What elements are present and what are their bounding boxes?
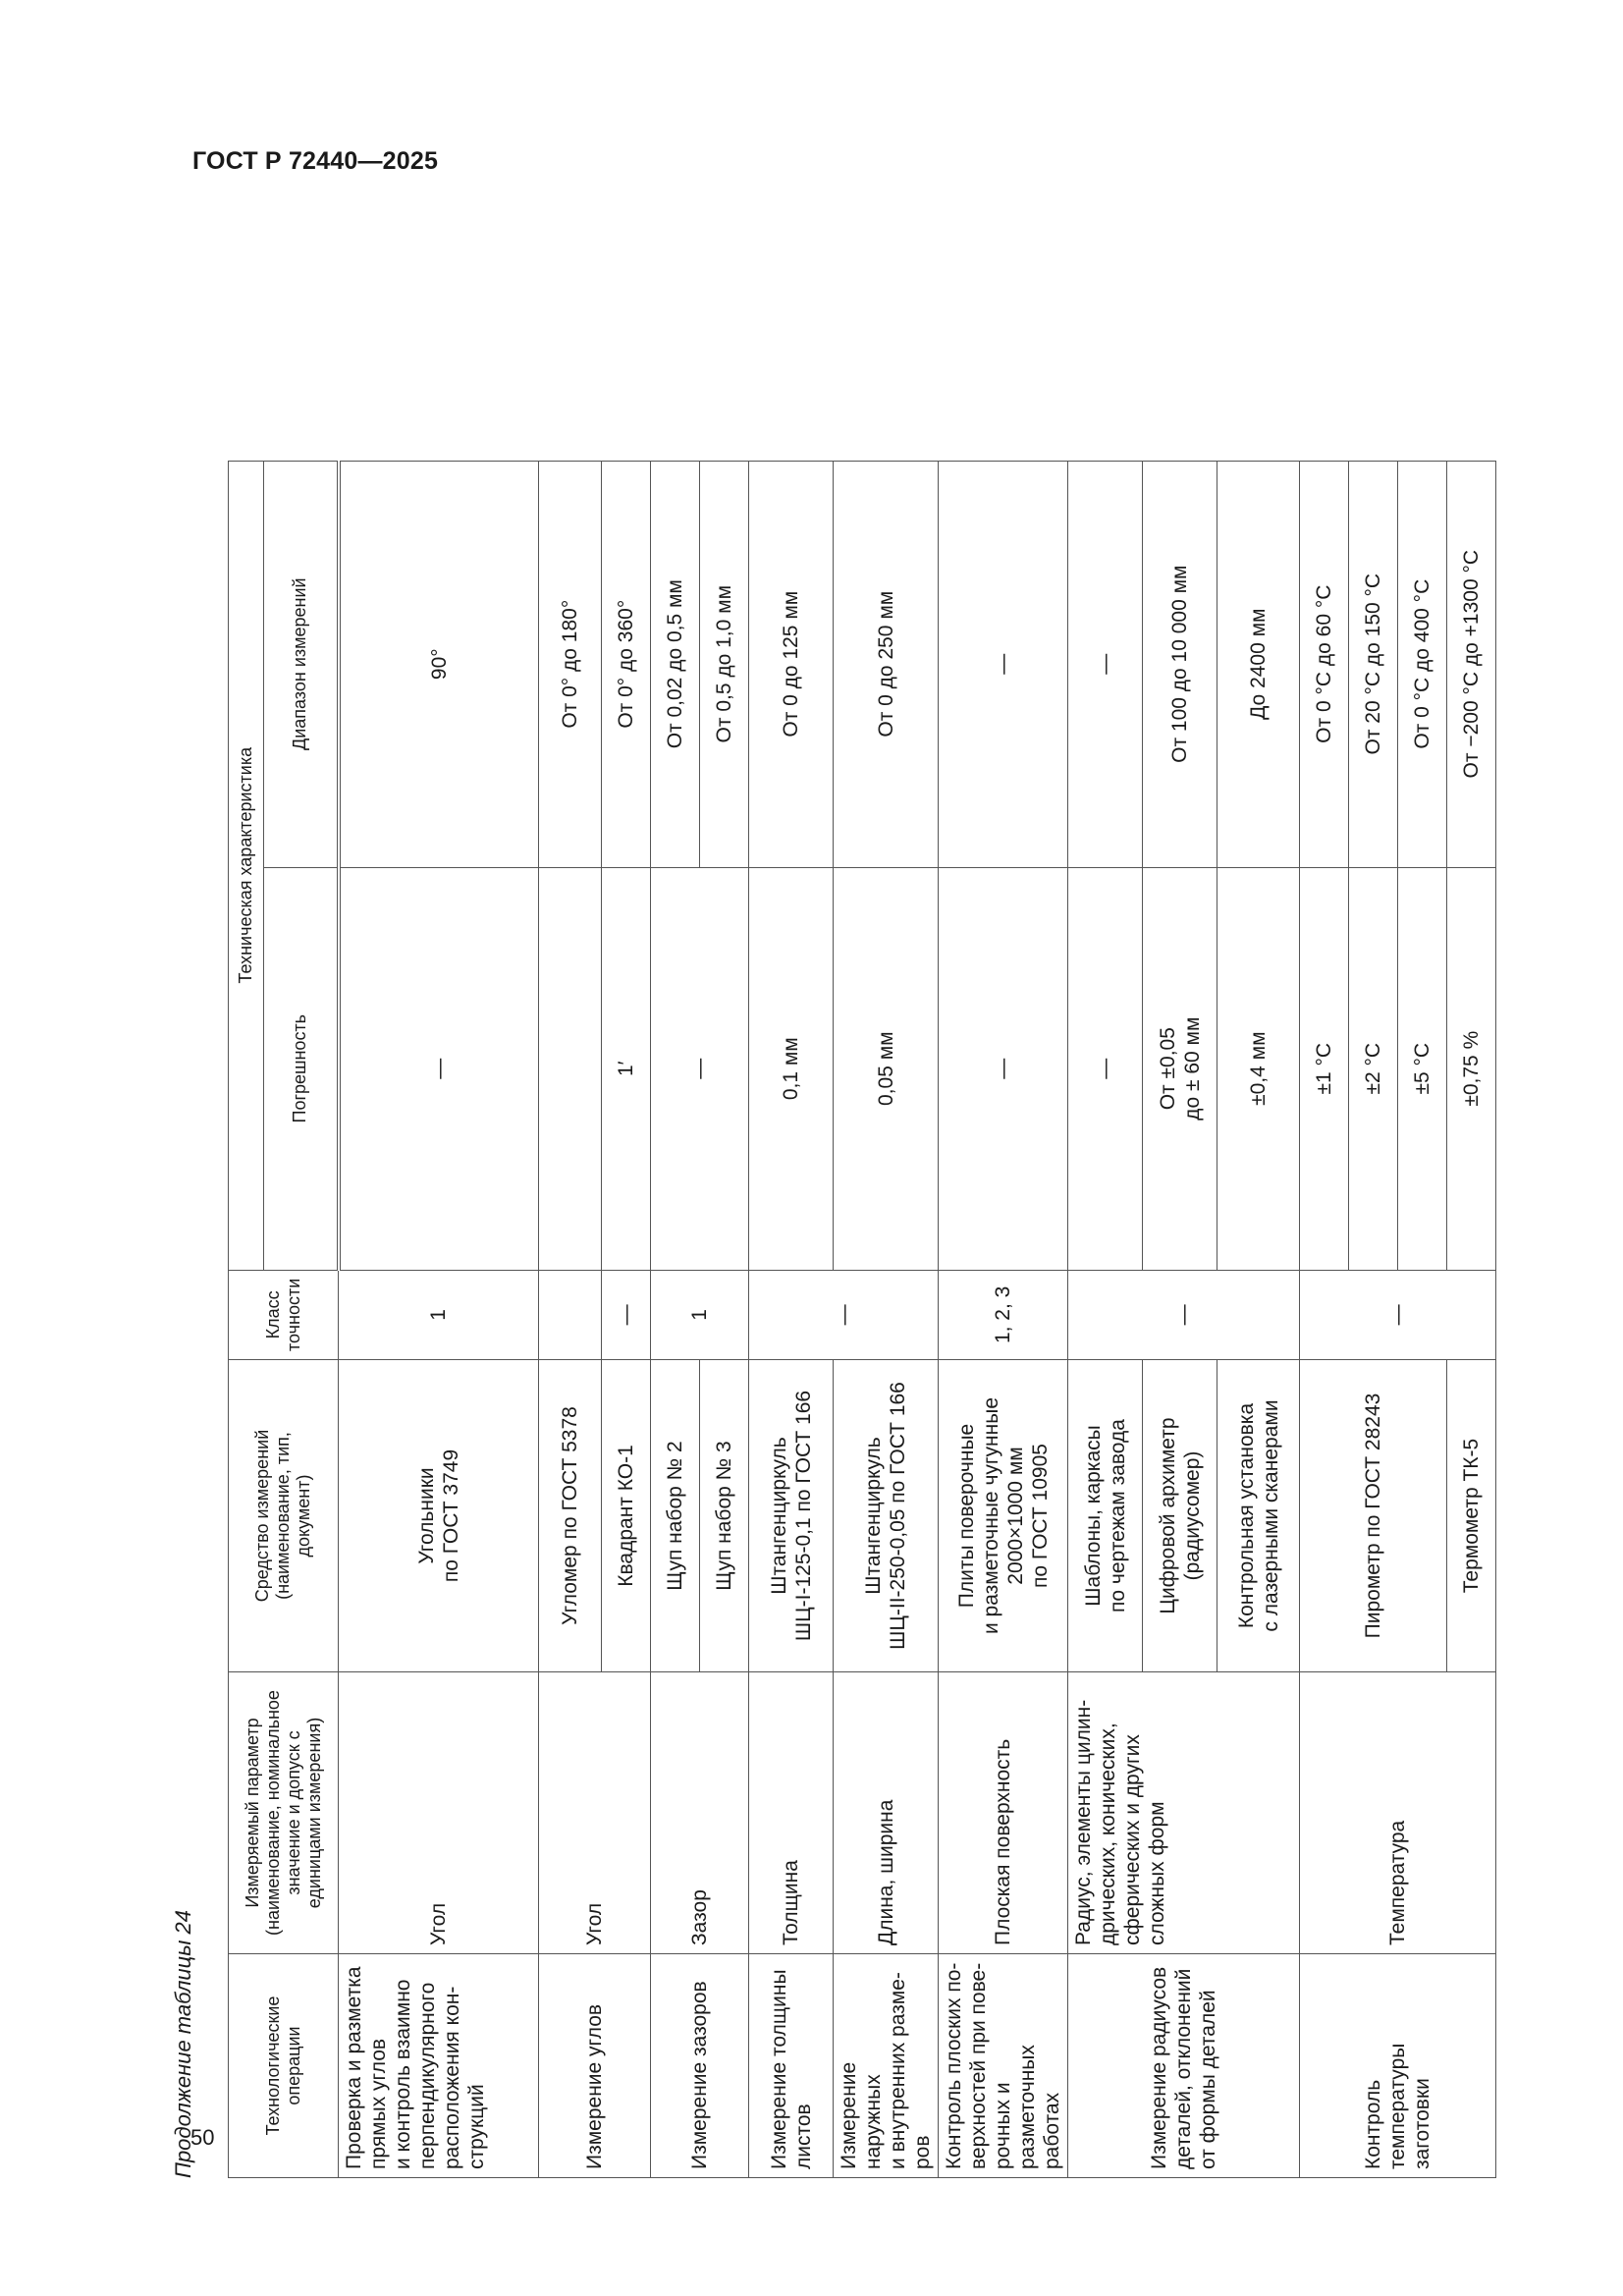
cell-error: ±0,4 мм (1217, 867, 1300, 1270)
table-wrapper (228, 461, 1496, 2178)
cell-error: ±5 °С (1398, 867, 1447, 1270)
cell-range: От 0,02 до 0,5 мм (651, 461, 700, 867)
cell-instrument: Квадрант КО-1 (602, 1360, 651, 1672)
table-row (939, 461, 1068, 2177)
cell-operation: Измерение наружных и внутренних разме- ров (834, 1954, 939, 2178)
cell-range: 90° (339, 461, 539, 867)
measurement-table (228, 461, 1496, 2178)
cell-operation: Измерение углов (539, 1954, 651, 2178)
cell-instrument: Угломер по ГОСТ 5378 (539, 1360, 602, 1672)
cell-class: 1 (339, 1270, 539, 1359)
cell-error: 0,1 мм (749, 867, 834, 1270)
cell-range: От 0 до 125 мм (749, 461, 834, 867)
cell-range: От 0° до 360° (602, 461, 651, 867)
table-row (749, 461, 834, 2177)
cell-range: От 20 °С до 150 °С (1349, 461, 1398, 867)
header-instrument: Средство измерений (наименование, тип, документ) (229, 1360, 339, 1672)
cell-range: От 0,5 до 1,0 мм (700, 461, 749, 867)
cell-operation: Контроль плоских по- верхностей при пове- рочных и разметочных работах (939, 1954, 1068, 2178)
cell-class (539, 1270, 602, 1359)
cell-class: — (1068, 1270, 1300, 1359)
cell-instrument: Угольники по ГОСТ 3749 (339, 1360, 539, 1672)
cell-parameter: Длина, ширина (834, 1672, 939, 1954)
landscape-content (171, 214, 1483, 2178)
cell-class: 1, 2, 3 (939, 1270, 1068, 1359)
cell-class: — (1300, 1270, 1496, 1359)
cell-parameter: Плоская поверхность (939, 1672, 1068, 1954)
cell-instrument: Пирометр по ГОСТ 28243 (1300, 1360, 1447, 1672)
cell-error: ±1 °С (1300, 867, 1349, 1270)
cell-error: ±0,75 % (1447, 867, 1496, 1270)
cell-error: От ±0,05 до ± 60 мм (1143, 867, 1217, 1270)
cell-parameter: Радиус, элементы цилин- дрических, конических, сферических и других сложных форм (1068, 1672, 1300, 1954)
cell-error: — (1068, 867, 1143, 1270)
cell-instrument: Щуп набор № 3 (700, 1360, 749, 1672)
cell-operation: Измерение радиусов деталей, отклонений от формы деталей (1068, 1954, 1300, 2178)
cell-instrument: Контрольная установка с лазерными сканерами (1217, 1360, 1300, 1672)
table-row (339, 461, 539, 2177)
cell-error: 1′ (602, 867, 651, 1270)
cell-range: От 0 до 250 мм (834, 461, 939, 867)
cell-operation: Контроль температуры заготовки (1300, 1954, 1496, 2178)
cell-range: — (939, 461, 1068, 867)
cell-error: — (339, 867, 539, 1270)
cell-parameter: Угол (539, 1672, 651, 1954)
cell-error: — (939, 867, 1068, 1270)
cell-range: От 0° до 180° (539, 461, 602, 867)
cell-class: — (602, 1270, 651, 1359)
page-number: 50 (190, 2125, 215, 2150)
cell-instrument: Штангенциркуль ШЦ-I-125-0,1 по ГОСТ 166 (749, 1360, 834, 1672)
cell-error: — (651, 867, 749, 1270)
cell-range: От −200 °С до +1300 °С (1447, 461, 1496, 867)
table-row (651, 461, 700, 2177)
cell-range: — (1068, 461, 1143, 867)
cell-error: ±2 °С (1349, 867, 1398, 1270)
cell-parameter: Толщина (749, 1672, 834, 1954)
cell-range: От 0 °С до 400 °С (1398, 461, 1447, 867)
document-header: ГОСТ Р 72440—2025 (192, 147, 439, 175)
table-row (1068, 461, 1143, 2177)
cell-class: 1 (651, 1270, 749, 1359)
cell-instrument: Щуп набор № 2 (651, 1360, 700, 1672)
table-row (1300, 461, 1349, 2177)
cell-parameter: Температура (1300, 1672, 1496, 1954)
cell-range: От 100 до 10 000 мм (1143, 461, 1217, 867)
cell-instrument: Термометр ТК-5 (1447, 1360, 1496, 1672)
header-operations: Технологические операции (229, 1954, 339, 2178)
cell-range: От 0 °С до 60 °С (1300, 461, 1349, 867)
header-tech: Техническая характеристика (229, 461, 264, 1270)
cell-instrument: Штангенциркуль ШЦ-II-250-0,05 по ГОСТ 166 (834, 1360, 939, 1672)
cell-range: До 2400 мм (1217, 461, 1300, 867)
cell-error: 0,05 мм (834, 867, 939, 1270)
header-parameter: Измеряемый параметр (наименование, номинальное значение и допуск с единицами измерения) (229, 1672, 339, 1954)
cell-class: — (749, 1270, 939, 1359)
cell-operation: Проверка и разметка прямых углов и контроль взаимно перпендикулярного расположения кон- струкций (339, 1954, 539, 2178)
header-class: Класс точности (229, 1270, 339, 1359)
table-caption: Продолжение таблицы 24 (171, 1910, 195, 2178)
cell-error (539, 867, 602, 1270)
cell-parameter: Зазор (651, 1672, 749, 1954)
header-error: Погрешность (264, 867, 339, 1270)
cell-instrument: Плиты поверочные и разметочные чугунные 2000×1000 мм по ГОСТ 10905 (939, 1360, 1068, 1672)
cell-parameter: Угол (339, 1672, 539, 1954)
cell-operation: Измерение зазоров (651, 1954, 749, 2178)
cell-instrument: Шаблоны, каркасы по чертежам завода (1068, 1360, 1143, 1672)
header-range: Диапазон измерений (264, 461, 339, 867)
cell-operation: Измерение толщины листов (749, 1954, 834, 2178)
table-row (539, 461, 602, 2177)
cell-instrument: Цифровой архиметр (радиусомер) (1143, 1360, 1217, 1672)
